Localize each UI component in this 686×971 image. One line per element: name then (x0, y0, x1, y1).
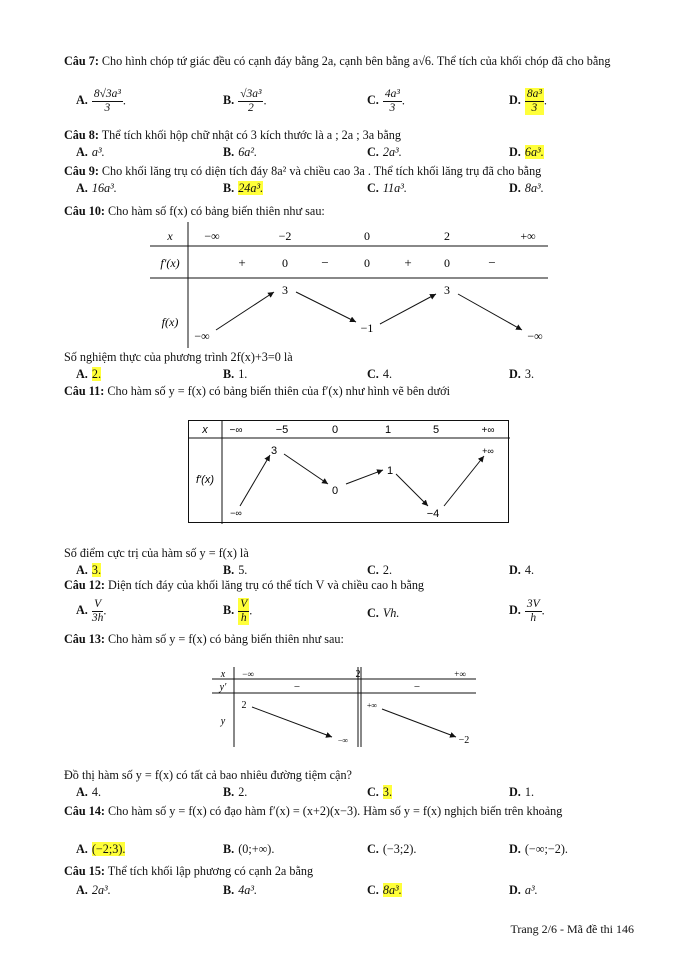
x-value: 0 (364, 229, 370, 243)
option-b[interactable]: B. $\frac{V}{h}$ . (223, 598, 253, 624)
question-10-after: Số nghiệm thực của phương trình 2f(x)+3=0 là (64, 350, 293, 364)
option-b[interactable]: B. 24a³. (223, 181, 264, 195)
f-value: 3 (282, 283, 288, 297)
option-c[interactable]: C. 2. (367, 563, 392, 577)
fprime-value: 1 (386, 465, 394, 477)
x-value: −2 (278, 229, 292, 243)
option-b[interactable]: B. 1. (223, 367, 248, 381)
option-d[interactable]: D. 1. (509, 785, 534, 799)
options-q7 (76, 88, 636, 114)
sign: − (488, 255, 496, 270)
option-b[interactable]: B. $\frac{\text{√3a³}}{2}$ . (223, 88, 267, 114)
option-c[interactable]: C. 8a³. (367, 883, 402, 897)
fprime-value: 0 (331, 485, 339, 497)
question-text: Cho hình chóp tứ giác đều có cạnh đáy bằng 2a, cạnh bên bằng a√6. Thể tích của khối chóp đã cho bằng (101, 54, 611, 68)
y-value: −2 (458, 735, 470, 746)
fprime-value: −∞ (230, 508, 242, 518)
x-value: 1 (384, 424, 392, 436)
fprime-value: +∞ (482, 446, 494, 456)
y-value: 2 (241, 700, 247, 711)
option-c[interactable]: C. 2a³. (367, 145, 402, 159)
option-c[interactable]: C. 4. (367, 367, 392, 381)
sign: − (321, 255, 329, 270)
question-7 (64, 53, 644, 69)
option-a[interactable]: A. $\frac{V}{3h}$ . (76, 598, 107, 624)
question-9: Câu 9: Cho khối lăng trụ có diện tích đáy 8a² và chiều cao 3a . Thể tích khối lăng trụ đã cho bằng (64, 164, 542, 178)
sign: 0 (444, 256, 450, 270)
sign: − (413, 681, 421, 693)
option-b[interactable]: B. 2. (223, 785, 248, 799)
option-a[interactable]: A. a³. (76, 145, 105, 159)
option-a[interactable]: A. 4. (76, 785, 101, 799)
row-label-fprime: f′(x) (160, 256, 180, 270)
x-value: 2 (355, 669, 361, 680)
option-d[interactable]: D. $\frac{\text{8a³}}{3}$ . (509, 88, 547, 114)
options-q8 (76, 145, 636, 165)
x-value: −∞ (229, 425, 243, 436)
option-a[interactable]: A. $\frac{\text{8√3a³}}{3}$ . (76, 88, 126, 114)
arrow-up (346, 470, 383, 484)
question-15: Câu 15: Thể tích khối lập phương có cạnh 2a bằng (64, 864, 314, 878)
option-b[interactable]: B. 5. (223, 563, 248, 577)
option-a[interactable]: A. (−2;3). (76, 842, 126, 856)
question-11: Câu 11: Cho hàm số y = f(x) có bảng biến thiên của f′(x) như hình vẽ bên dưới (64, 384, 450, 398)
row-label-f: f(x) (161, 315, 179, 329)
row-label-yprime: y′ (219, 682, 227, 693)
x-value: 0 (331, 424, 339, 436)
option-a[interactable]: A. 3. (76, 563, 101, 577)
x-value: −∞ (242, 669, 254, 679)
x-value: +∞ (454, 669, 466, 679)
question-14: Câu 14: Cho hàm số y = f(x) có đạo hàm f′(x) = (x+2)(x−3). Hàm số y = f(x) nghịch biến trên khoảng (64, 804, 563, 818)
option-c[interactable]: C. 11a³. (367, 181, 407, 195)
arrow-down (284, 454, 328, 484)
question-8: Câu 8: Thể tích khối hộp chữ nhật có 3 kích thước là a ; 2a ; 3a bằng (64, 128, 401, 142)
arrow-up (444, 456, 484, 506)
option-c[interactable]: C. $\frac{\text{4a³}}{3}$ . (367, 88, 405, 114)
y-value: +∞ (366, 701, 378, 710)
variation-table-q11 (188, 420, 510, 524)
x-value: −∞ (204, 229, 220, 243)
option-a[interactable]: A. 16a³. (76, 181, 117, 195)
sign: 0 (364, 256, 370, 270)
option-d[interactable]: D. 8a³. (509, 181, 544, 195)
sign: + (404, 255, 412, 270)
option-a[interactable]: A. 2a³. (76, 883, 111, 897)
arrow-down (382, 709, 456, 737)
fprime-value: 3 (270, 445, 278, 457)
row-label-fprime: f'(x) (196, 474, 214, 486)
option-d[interactable]: D. $\frac{3V}{h}$ . (509, 598, 545, 624)
option-a[interactable]: A. 2. (76, 367, 101, 381)
question-label: Câu 7: (64, 54, 99, 68)
question-13-after: Đồ thị hàm số y = f(x) có tất cả bao nhiêu đường tiệm cận? (64, 768, 352, 782)
x-value: 2 (444, 229, 450, 243)
y-value: −∞ (337, 736, 349, 745)
option-c[interactable]: C. (−3;2). (367, 842, 417, 856)
options-q14 (76, 842, 636, 862)
options-q15 (76, 883, 636, 903)
x-value: +∞ (520, 229, 536, 243)
variation-table-q13 (212, 665, 478, 749)
question-10: Câu 10: Cho hàm số f(x) có bảng biến thiên như sau: (64, 204, 325, 218)
option-b[interactable]: B. (0;+∞). (223, 842, 275, 856)
x-value: −5 (275, 424, 289, 436)
row-label-x: x (167, 229, 173, 243)
options-q12 (76, 598, 636, 624)
arrow-down (458, 294, 522, 330)
options-q13 (76, 785, 636, 805)
option-d[interactable]: D. 4. (509, 563, 534, 577)
arrow-up (240, 455, 270, 506)
f-value: −∞ (527, 329, 543, 343)
option-d[interactable]: D. a³. (509, 883, 538, 897)
f-value: −∞ (194, 329, 210, 343)
f-value: 3 (444, 283, 450, 297)
question-11-after: Số điểm cực trị của hàm số y = f(x) là (64, 546, 249, 560)
x-value: 5 (432, 424, 440, 436)
question-13: Câu 13: Cho hàm số y = f(x) có bảng biến thiên như sau: (64, 632, 344, 646)
option-d[interactable]: D. 6a³. (509, 145, 544, 159)
arrow-up (380, 294, 436, 324)
option-b[interactable]: B. 4a³. (223, 883, 258, 897)
page-footer: Trang 2/6 - Mã đề thi 146 (510, 922, 634, 936)
f-value: −1 (360, 321, 374, 335)
option-d[interactable]: D. 3. (509, 367, 534, 381)
options-q9 (76, 181, 636, 201)
sign: − (293, 681, 301, 693)
variation-table-q10 (150, 222, 550, 348)
option-d[interactable]: D. (−∞;−2). (509, 842, 568, 856)
option-c[interactable]: C. Vh. (367, 606, 400, 620)
arrow-up (216, 292, 274, 330)
x-value: +∞ (481, 425, 495, 436)
arrow-down (396, 474, 428, 506)
row-label-x: x (202, 424, 208, 436)
arrow-down (252, 707, 332, 737)
row-label-x: x (220, 669, 226, 680)
sign: + (238, 255, 246, 270)
sign: 0 (282, 256, 288, 270)
option-c[interactable]: C. 3. (367, 785, 392, 799)
row-label-y: y (220, 716, 226, 727)
option-b[interactable]: B. 6a². (223, 145, 258, 159)
question-12: Câu 12: Diện tích đáy của khối lăng trụ có thể tích V và chiều cao h bằng (64, 578, 425, 592)
fprime-value: −4 (426, 508, 440, 520)
arrow-down (296, 292, 356, 322)
